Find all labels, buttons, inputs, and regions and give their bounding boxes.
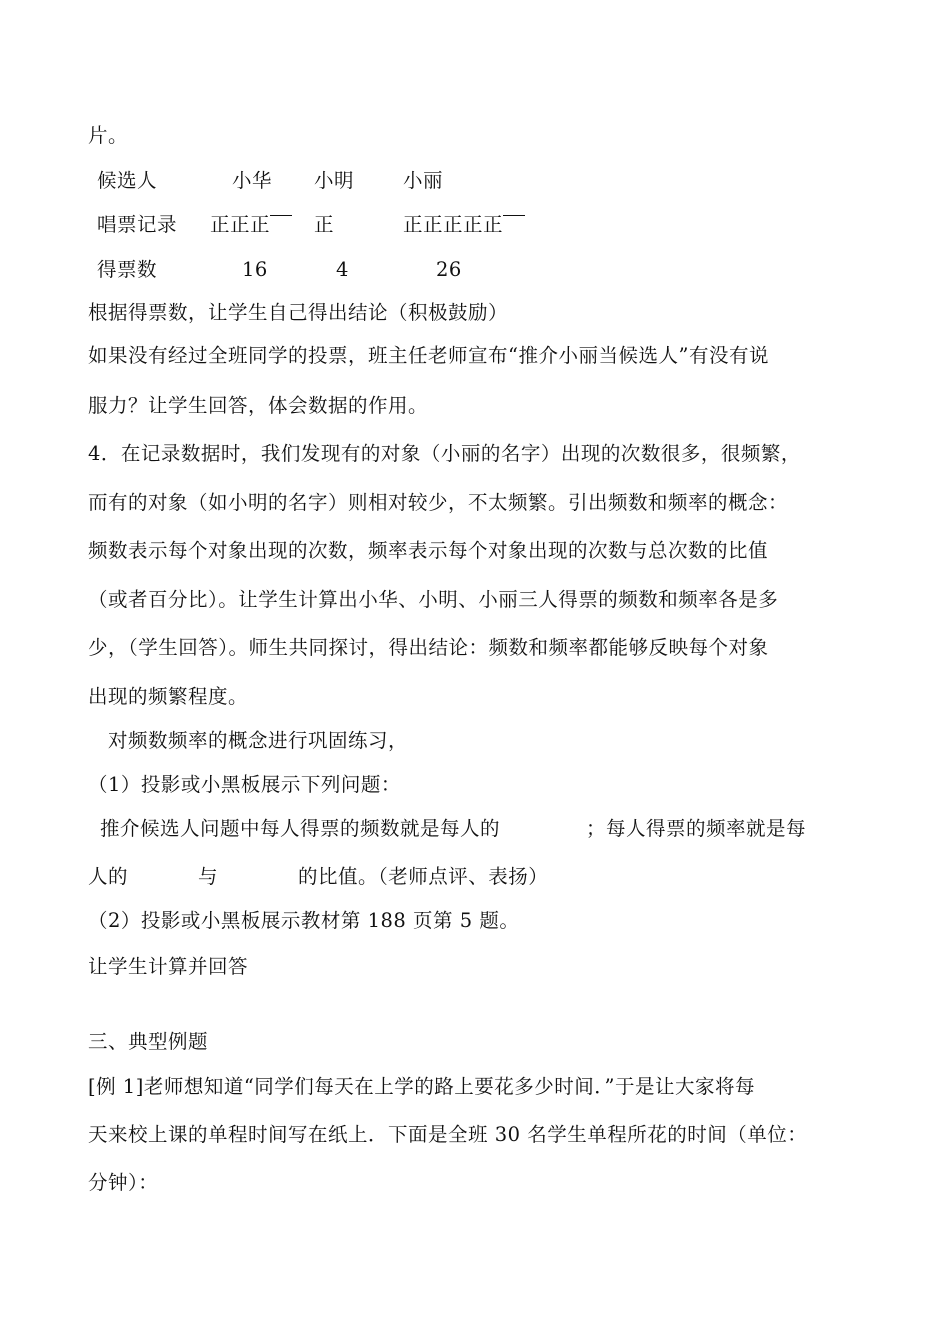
paragraph-persuasion-line1: 如果没有经过全班同学的投票，班主任老师宣布“推介小丽当候选人”有没有说 <box>88 344 769 367</box>
paragraph-fill-blank-line1 <box>100 815 806 843</box>
tally-xiaoming: 正 <box>314 213 335 236</box>
tally-label: 唱票记录 <box>97 213 178 236</box>
count-xiaoming: 4 <box>336 258 349 281</box>
section-title: 三、典型例题 <box>88 1030 209 1053</box>
example-line3: 分钟）： <box>88 1171 159 1194</box>
tally-overbar <box>270 215 292 216</box>
paragraph-frequency-line2: 而有的对象（如小明的名字）则相对较少，不太频繁。引出频数和频率的概念： <box>88 491 789 514</box>
example-line2: 天来校上课的单程时间写在纸上．下面是全班 30 名学生单程所花的时间（单位： <box>88 1123 808 1146</box>
header-xiaoming: 小明 <box>314 169 355 192</box>
count-xiaohua: 16 <box>242 258 268 281</box>
tally-xiaoli-text: 正正正正正 <box>403 213 504 236</box>
paragraph-frequency-line5: 少，（学生回答）。师生共同探讨，得出结论：频数和频率都能够反映每个对象 <box>88 636 769 659</box>
fill-blank-text-c: 人的 <box>88 865 129 888</box>
paragraph-fill-blank-line2 <box>88 863 548 891</box>
fill-blank-text-d: 与 <box>198 865 219 888</box>
example-line1: [例 1]老师想知道“同学们每天在上学的路上要花多少时间．”于是让大家将每 <box>88 1075 756 1098</box>
count-label: 得票数 <box>97 258 158 281</box>
fill-blank-text-b: ；每人得票的频率就是每 <box>586 817 807 840</box>
paragraph-frequency-line6: 出现的频繁程度。 <box>88 685 249 708</box>
fill-blank-text-e: 的比值。（老师点评、表扬） <box>298 865 549 888</box>
paragraph-frequency-line3: 频数表示每个对象出现的次数，频率表示每个对象出现的次数与总次数的比值 <box>88 539 769 562</box>
paragraph-exercise-2: （2）投影或小黑板展示教材第 188 页第 5 题。 <box>88 909 520 932</box>
tally-overbar <box>503 215 525 216</box>
header-xiaoli: 小丽 <box>403 169 444 192</box>
paragraph-conclusion: 根据得票数，让学生自己得出结论（积极鼓励） <box>88 301 509 324</box>
count-xiaoli: 26 <box>436 258 462 281</box>
paragraph-practice-intro: 对频数频率的概念进行巩固练习， <box>108 729 409 752</box>
paragraph-frequency-line1: 4．在记录数据时，我们发现有的对象（小丽的名字）出现的次数很多，很频繁， <box>88 442 801 465</box>
paragraph-exercise-1: （1）投影或小黑板展示下列问题： <box>88 773 401 796</box>
paragraph-persuasion-line2: 服力？让学生回答，体会数据的作用。 <box>88 394 429 417</box>
header-candidate: 候选人 <box>97 169 158 192</box>
paragraph-frequency-line4: （或者百分比）。让学生计算出小华、小明、小丽三人得票的频数和频率各是多 <box>88 588 779 611</box>
fill-blank-text-a: 推介候选人问题中每人得票的频数就是每人的 <box>100 817 501 840</box>
paragraph-student-answer: 让学生计算并回答 <box>88 955 249 978</box>
tally-xiaohua <box>210 211 292 239</box>
tally-xiaohua-text: 正正正 <box>210 213 271 236</box>
intro-tail: 片。 <box>88 124 129 147</box>
header-xiaohua: 小华 <box>232 169 273 192</box>
tally-xiaoli <box>403 211 525 239</box>
